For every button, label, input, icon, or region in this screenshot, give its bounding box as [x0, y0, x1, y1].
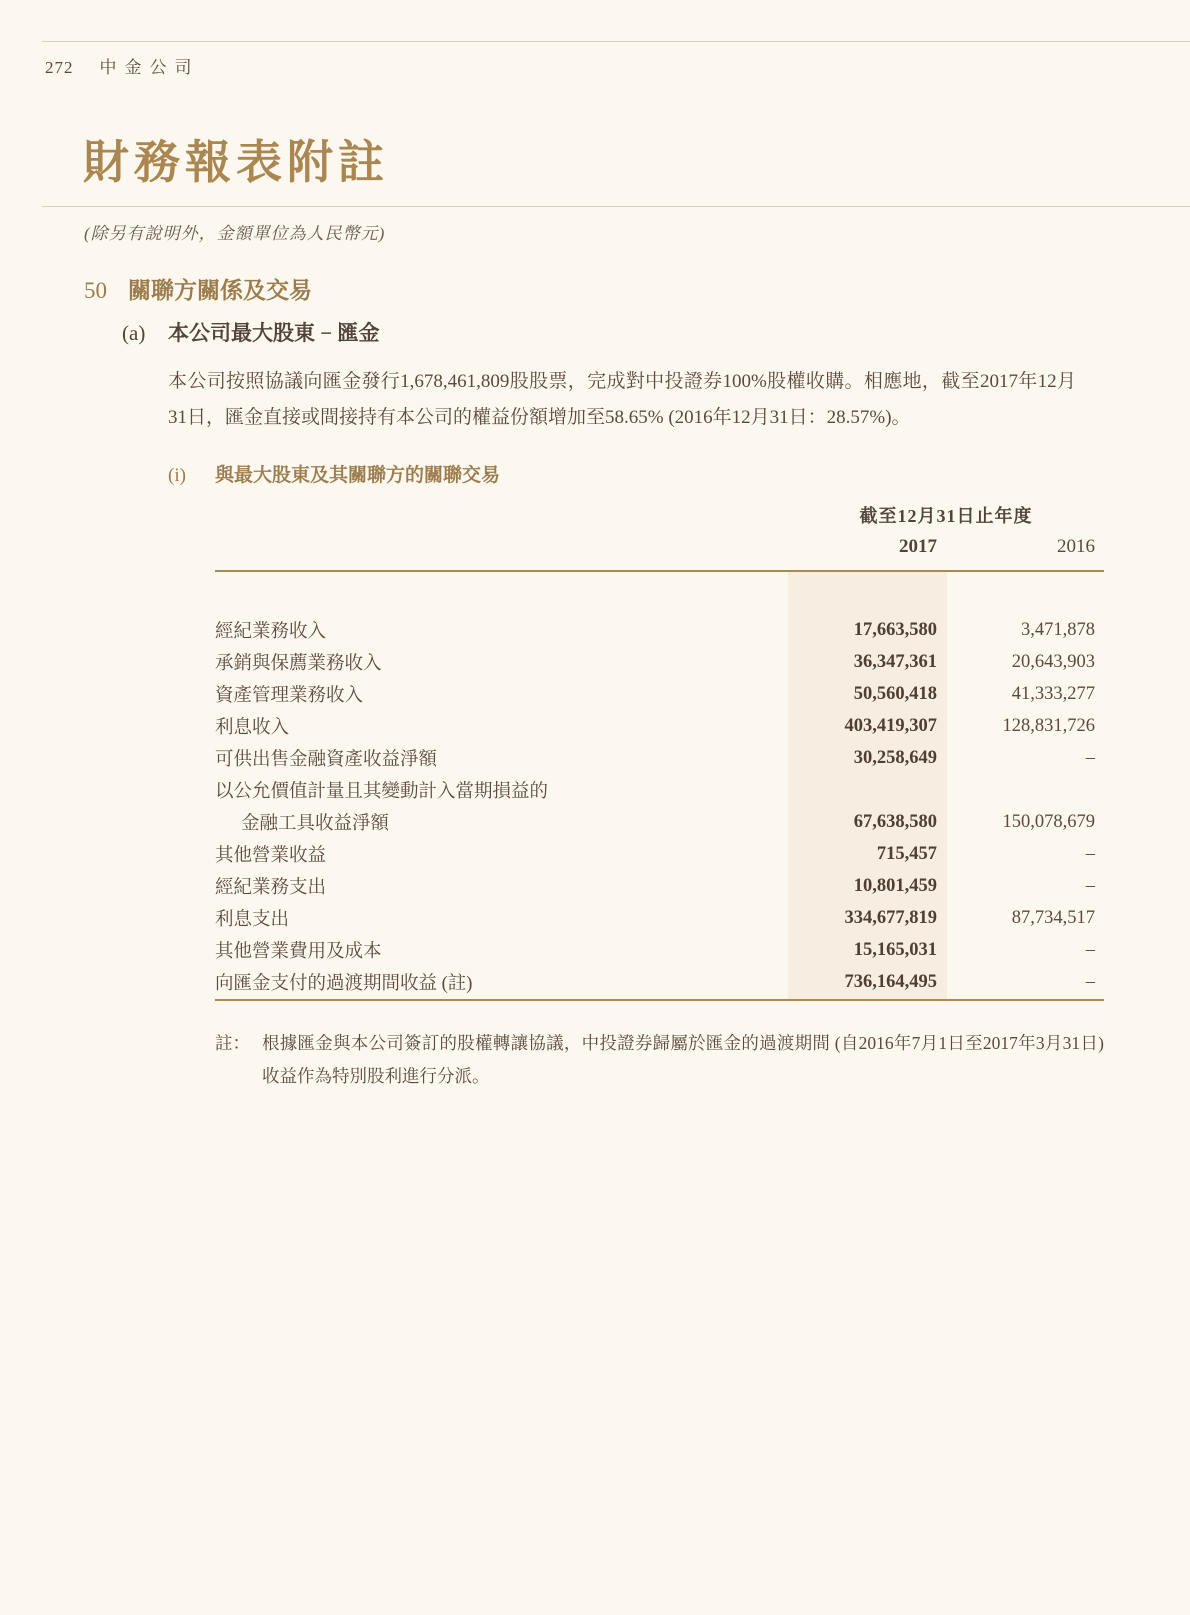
page-header — [45, 53, 200, 78]
table-row — [215, 774, 1104, 806]
table-year-header-row — [215, 536, 1104, 560]
row-label: 承銷與保薦業務收入 — [215, 654, 382, 674]
row-label: 經紀業務收入 — [215, 622, 327, 642]
value-2017: 17,663,580 — [853, 619, 937, 640]
value-2017: 15,165,031 — [853, 939, 937, 960]
related-party-transactions-table — [215, 496, 1104, 1002]
value-2016: – — [1085, 747, 1095, 768]
section-50-heading — [84, 272, 312, 305]
value-2017: 715,457 — [876, 843, 937, 864]
table-bottom-rule — [215, 999, 1104, 1001]
row-label: 以公允價值計量且其變動計入當期損益的 — [215, 782, 549, 802]
value-2016: – — [1085, 875, 1095, 896]
page-number: 272 — [45, 58, 74, 77]
table-row — [215, 710, 1104, 742]
subsection-i-label: (i) — [168, 465, 186, 486]
table-row — [215, 806, 1104, 838]
document-title: 財務報表附註 — [83, 137, 389, 188]
subsection-a-label: (a) — [122, 321, 146, 345]
table-row — [215, 742, 1104, 774]
row-label: 可供出售金融資產收益淨額 — [215, 750, 438, 770]
row-label: 向匯金支付的過渡期間收益 (註) — [215, 974, 473, 994]
value-2016: – — [1085, 939, 1095, 960]
subsection-i-title: 與最大股東及其關聯方的關聯交易 — [215, 465, 501, 486]
footnote-label: 註： — [215, 1033, 250, 1053]
row-label: 利息收入 — [215, 718, 290, 738]
section-title: 關聯方關係及交易 — [128, 278, 312, 303]
row-label: 金融工具收益淨額 — [241, 814, 390, 834]
table-period-header: 截至12月31日止年度 — [859, 506, 1033, 526]
value-2016: – — [1085, 971, 1095, 992]
row-label: 資產管理業務收入 — [215, 686, 364, 706]
header-divider — [42, 41, 1190, 42]
row-label: 其他營業收益 — [215, 846, 327, 866]
value-2017: 36,347,361 — [853, 651, 937, 672]
subsection-a-heading — [122, 317, 379, 347]
company-name: 中金公司 — [99, 58, 200, 77]
subsection-i-heading — [168, 460, 500, 487]
table-row — [215, 902, 1104, 934]
subsection-a-title: 本公司最大股東 − 匯金 — [168, 321, 380, 345]
value-2016: 87,734,517 — [1011, 907, 1095, 928]
section-number: 50 — [84, 278, 107, 303]
row-label: 利息支出 — [215, 910, 290, 930]
table-row — [215, 838, 1104, 870]
value-2017: 10,801,459 — [853, 875, 937, 896]
currency-note: (除另有說明外，金額單位為人民幣元) — [84, 224, 386, 243]
value-2016: 3,471,878 — [1021, 619, 1095, 640]
subsection-a-paragraph: 本公司按照協議向匯金發行1,678,461,809股股票，完成對中投證券100%股權收購。相應地，截至2017年12月31日，匯金直接或間接持有本公司的權益份額增加至58.65% (2016年12月31日：28.57%)。 — [168, 371, 1076, 428]
footnote-text: 根據匯金與本公司簽訂的股權轉讓協議，中投證券歸屬於匯金的過渡期間 (自2016年7月1日至2017年3月31日) 收益作為特別股利進行分派。 — [262, 1033, 1104, 1086]
footnote — [215, 1027, 1104, 1093]
value-2016: 20,643,903 — [1011, 651, 1095, 672]
title-divider — [42, 206, 1190, 207]
column-header-2017: 2017 — [899, 536, 937, 557]
table-row — [215, 646, 1104, 678]
value-2017: 30,258,649 — [853, 747, 937, 768]
row-label: 經紀業務支出 — [215, 878, 327, 898]
value-2017: 403,419,307 — [844, 715, 937, 736]
value-2016: 128,831,726 — [1002, 715, 1095, 736]
value-2016: 41,333,277 — [1011, 683, 1095, 704]
row-label: 其他營業費用及成本 — [215, 942, 382, 962]
value-2017: 67,638,580 — [853, 811, 937, 832]
table-body — [215, 572, 1104, 999]
table-row — [215, 966, 1104, 998]
table-row — [215, 678, 1104, 710]
value-2017: 50,560,418 — [853, 683, 937, 704]
table-row — [215, 870, 1104, 902]
value-2016: – — [1085, 843, 1095, 864]
column-header-2016: 2016 — [1057, 536, 1095, 557]
table-row — [215, 934, 1104, 966]
value-2017: 334,677,819 — [844, 907, 937, 928]
value-2016: 150,078,679 — [1002, 811, 1095, 832]
table-row — [215, 614, 1104, 646]
value-2017: 736,164,495 — [844, 971, 937, 992]
